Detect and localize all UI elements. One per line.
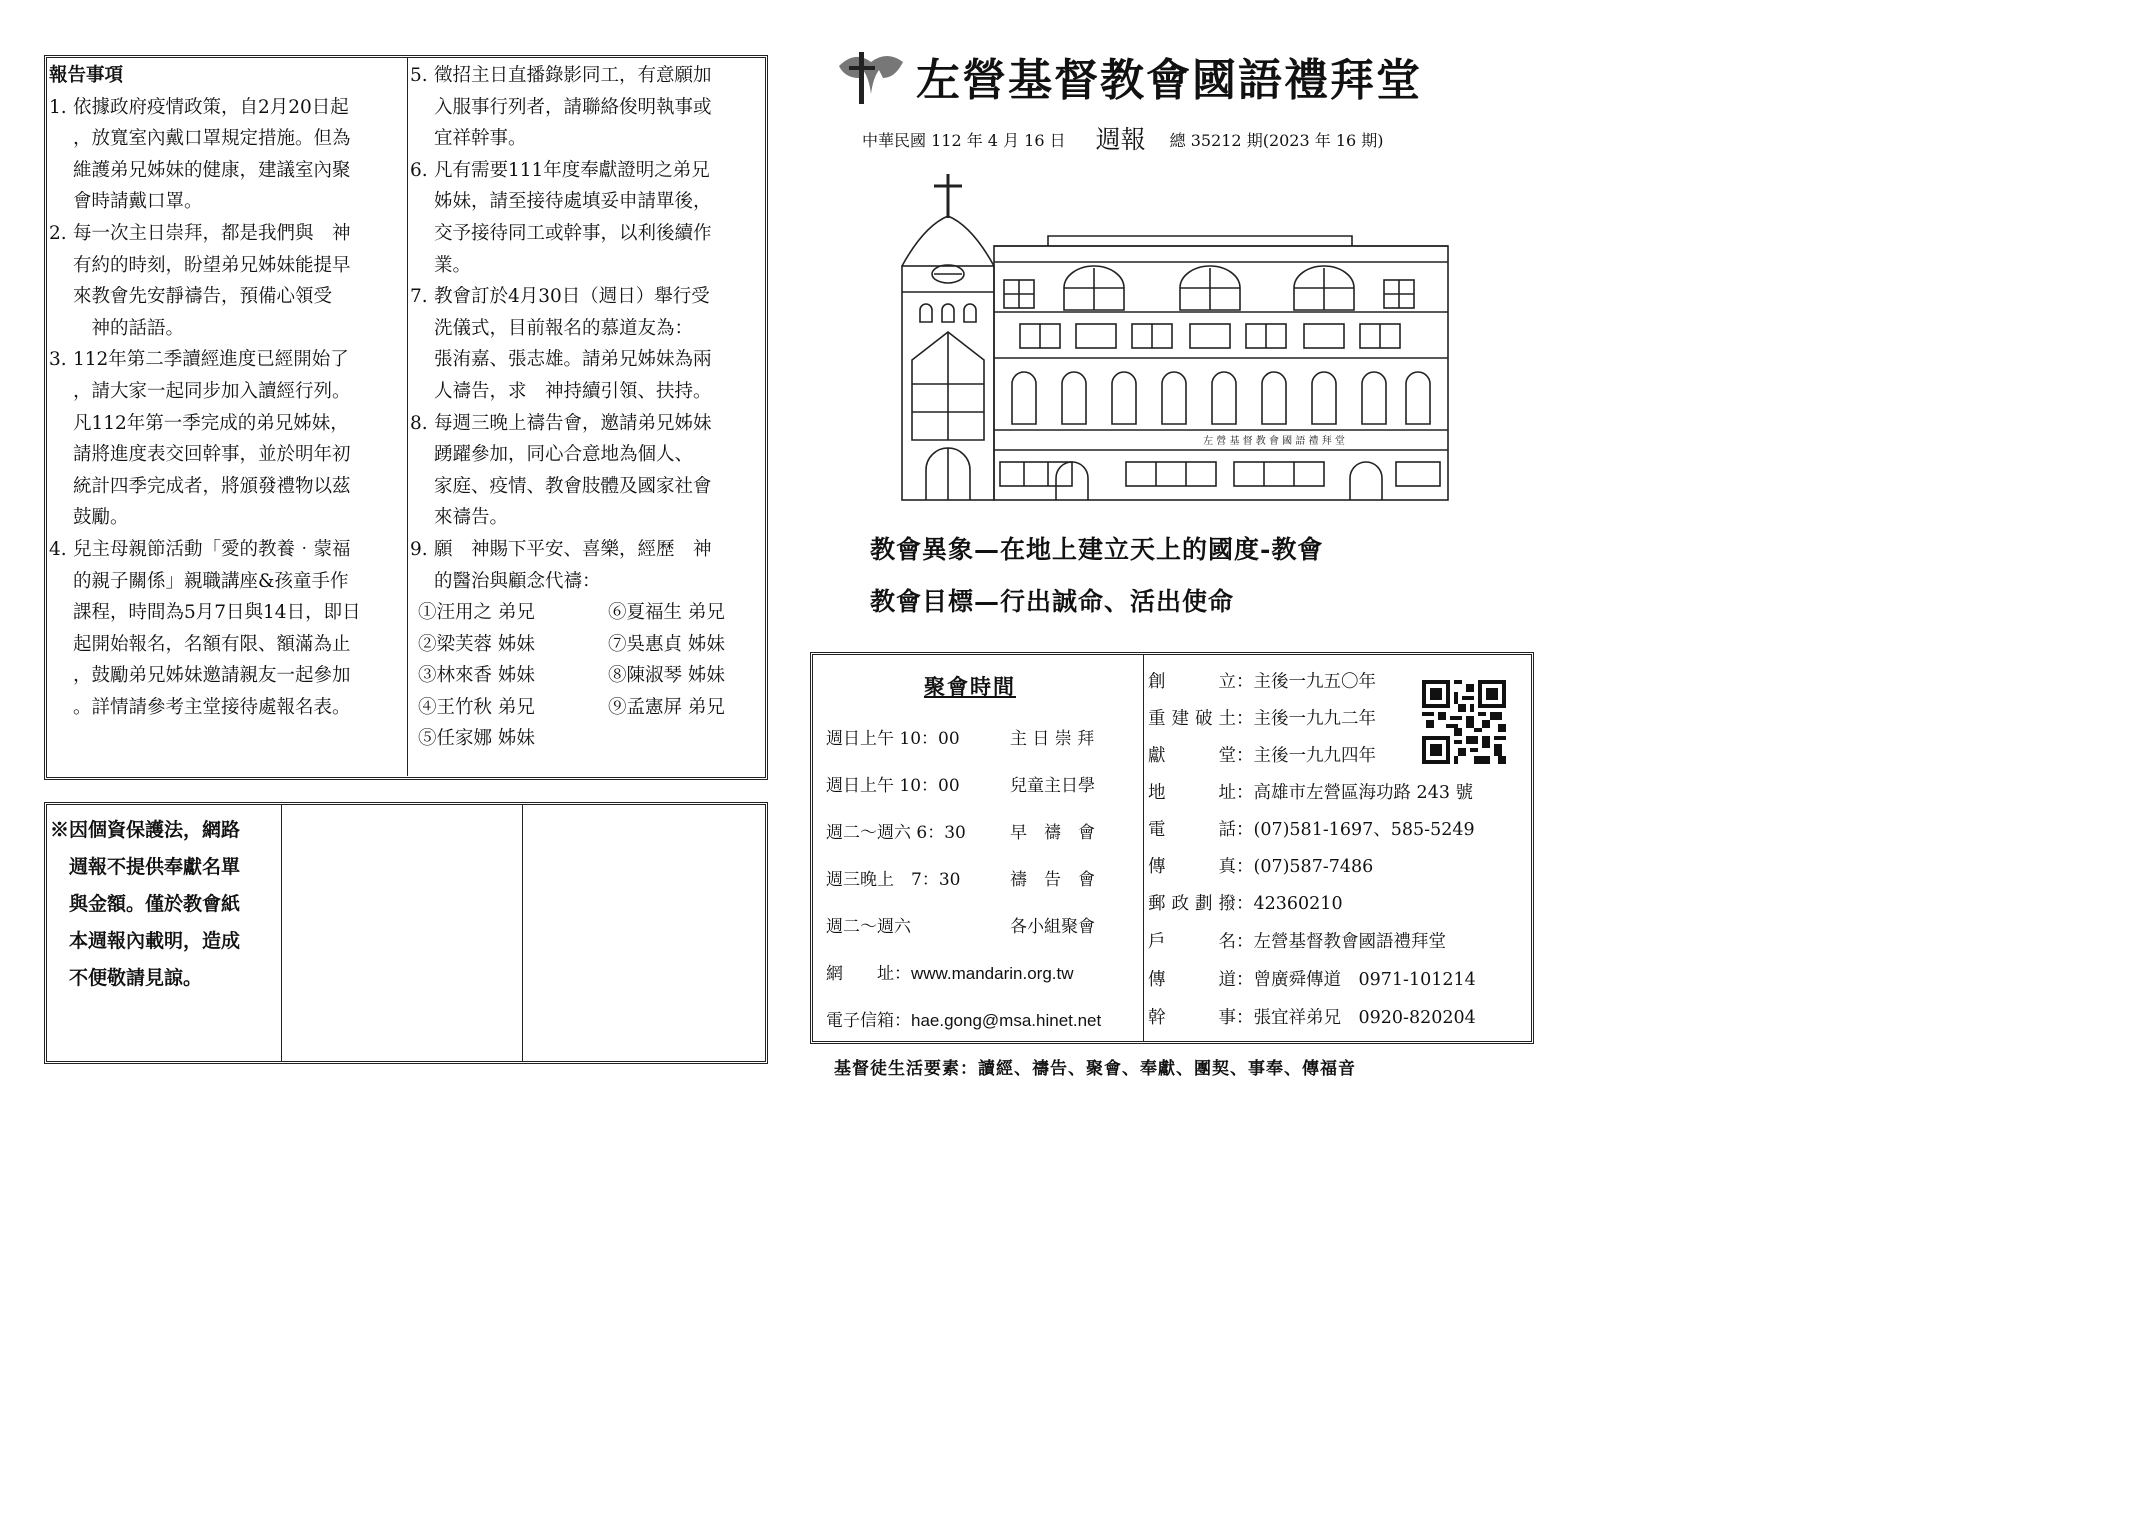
website-link[interactable]: www.mandarin.org.tw [911,964,1074,983]
privacy-divider [281,805,282,1061]
prayer-name: ⑦吳惠貞 姊妹 [608,633,725,655]
info-row-founded: 創立：主後一九五〇年 [1148,672,1376,692]
church-building-illustration [900,170,1456,506]
meeting-row: 週日上午 10：00 主 日 崇 拜 [826,729,1095,749]
info-row-fax: 傳真：(07)587-7486 [1148,857,1374,877]
info-row-phone: 電話：(07)581-1697、585-5249 [1148,820,1475,840]
bulletin-date: 中華民國 112 年 4 月 16 日 [862,131,1066,150]
announcements-right-column [410,60,766,755]
announcements-heading: 報告事項 [49,65,124,86]
meeting-row: 週二～週六 各小組聚會 [826,917,1095,937]
church-title: 左營基督教會國語禮拜堂 [916,55,1422,106]
announcement-item: 9. 願 神賜下平安、喜樂，經歷 神 的醫治與顧念代禱： [410,538,712,592]
bulletin-subtitle [862,120,1384,156]
info-row-secretary: 幹事：張宜祥弟兄 0920-820204 [1148,1008,1476,1028]
church-logo-icon [835,48,905,106]
prayer-name: ③林來香 姊妹 [418,665,535,687]
info-divider [1143,655,1144,1041]
church-goal: 教會目標—行出誠命、活出使命 [870,587,1235,616]
email-link[interactable]: hae.gong@msa.hinet.net [911,1011,1102,1030]
bulletin-weekly-label: 週報 [1095,125,1146,154]
meeting-row: 週二～週六 6：30 早 禱 會 [826,823,1095,843]
meeting-row: 週三晚上 7：30 禱 告 會 [826,870,1095,890]
prayer-name: ⑧陳淑琴 姊妹 [608,665,725,687]
meeting-row: 週日上午 10：00 兒童主日學 [826,776,1095,796]
privacy-divider [522,805,523,1061]
info-row-rebuild: 重建破土：主後一九九二年 [1148,709,1376,729]
prayer-name: ②梁芙蓉 姊妹 [418,633,535,655]
announcement-item: 7. 教會訂於4月30日（週日）舉行受 洗儀式，目前報名的慕道友為： 張洧嘉、張志雄。請弟兄姊妹為兩 人禱告，求 神持續引領、扶持。 [410,286,712,402]
announcement-item: 4. 兒主母親節活動「愛的教養‧蒙福 的親子關係」親職講座&孩童手作 課程，時間為5月7日與14日，即日 起開始報名，名額有限、額滿為止 ，鼓勵弟兄姊妹邀請親友一起參加 。詳情請參考主堂接待處報名表。 [49,538,361,718]
info-row-pastor: 傳道：曾廣舜傳道 0971-101214 [1148,970,1476,990]
meeting-times-title: 聚會時間 [924,674,1016,699]
bulletin-issue: 總 35212 期(2023 年 16 期) [1169,131,1384,150]
building-sign: 左 營 基 督 教 會 國 語 禮 拜 堂 [1203,436,1345,447]
info-row-account: 戶名：左營基督教會國語禮拜堂 [1148,932,1446,952]
prayer-name: ⑥夏福生 弟兄 [608,602,725,624]
announcement-item: 2. 每一次主日崇拜，都是我們與 神 有約的時刻，盼望弟兄姊妹能提早 來教會先安靜禱告，預備心領受 神的話語。 [49,222,351,339]
prayer-name: ⑤任家娜 姊妹 [418,728,535,750]
announcement-item: 6. 凡有需要111年度奉獻證明之弟兄 姊妹，請至接待處填妥申請單後， 交予接待同工或幹事，以利後續作 業。 [410,159,712,276]
announcement-item: 8. 每週三晚上禱告會，邀請弟兄姊妹 踴躍參加，同心合意地為個人、 家庭、疫情、教會肢體及國家社會 來禱告。 [410,412,712,529]
announcement-item: 3. 112年第二季讀經進度已經開始了 ，請大家一起同步加入讀經行列。 凡112年第一季完成的弟兄姊妹， 請將進度表交回幹事，並於明年初 統計四季完成者，將頒發禮物以茲 鼓勵。 [49,349,351,529]
prayer-name: ④王竹秋 弟兄 [418,696,535,718]
info-row-dedication: 獻堂：主後一九九四年 [1148,746,1376,766]
church-vision: 教會異象—在地上建立天上的國度-教會 [870,535,1324,564]
announcements-divider [407,58,408,776]
website-row: 網 址：www.mandarin.org.tw [826,964,1074,984]
privacy-notice: ※因個資保護法，網路 週報不提供奉獻名單 與金額。僅於教會紙 本週報內載明，造成 不便敬請見諒。 [50,819,241,989]
prayer-name: ⑨孟憲屏 弟兄 [608,696,725,718]
prayer-list [418,597,766,755]
info-row-address: 地址：高雄市左營區海功路 243 號 [1148,783,1474,803]
qr-code-icon[interactable] [1422,680,1506,764]
info-row-postal: 郵政劃撥：42360210 [1148,894,1343,914]
email-row: 電子信箱：hae.gong@msa.hinet.net [826,1011,1102,1031]
announcement-item: 1. 依據政府疫情政策，自2月20日起 ，放寬室內戴口罩規定措施。但為 維護弟兄姊妹的健康，建議室內聚 會時請戴口罩。 [49,96,351,213]
announcements-left-column [49,60,405,723]
announcement-item: 5. 徵招主日直播錄影同工，有意願加 入服事行列者，請聯絡俊明執事或 宜祥幹事。 [410,65,712,150]
footer-tagline: 基督徒生活要素：讀經、禱告、聚會、奉獻、團契、事奉、傳福音 [834,1059,1356,1079]
prayer-name: ①汪用之 弟兄 [418,602,535,624]
